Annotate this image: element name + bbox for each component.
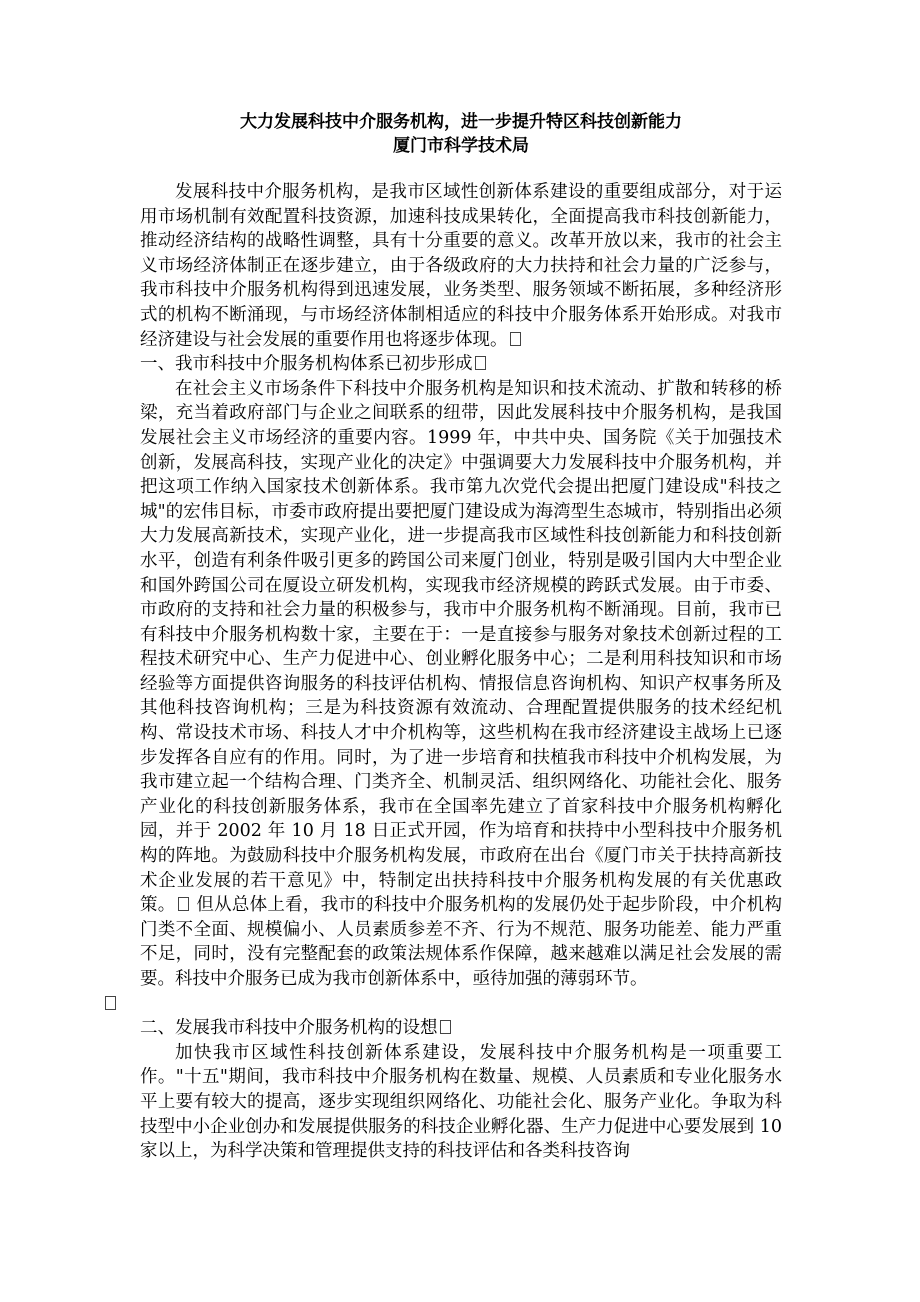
- placeholder-box-icon: [105, 996, 116, 1010]
- section-heading-2-text: 二、发展我市科技中介服务机构的设想: [140, 1018, 438, 1039]
- intro-paragraph-text: 发展科技中介服务机构，是我市区域性创新体系建设的重要组成部分，对于运用市场机制有效配置科技资源，加速科技成果转化，全面提高我市科技创新能力，推动经济结构的战略性调整，具有十分重要的意义。改革开放以来，我市的社会主义市场经济体制正在逐步建立，由于各级政府的大力扶持和社会力量的广泛参与，我市科技中介服务机构得到迅速发展，业务类型、服务领域不断拓展，多种经济形式的机构不断涌现，与市场经济体制相适应的科技中介服务体系开始形成。对我市经济建设与社会发展的重要作用也将逐步体现。: [140, 182, 782, 350]
- section-heading-1: [140, 352, 782, 377]
- section-1-paragraph: [140, 377, 782, 1016]
- placeholder-box-icon: [178, 897, 189, 911]
- placeholder-box-icon: [510, 332, 521, 346]
- placeholder-box-icon: [475, 356, 486, 370]
- placeholder-box-icon: [440, 1020, 451, 1034]
- section-1-paragraph-text: 在社会主义市场条件下科技中介服务机构是知识和技术流动、扩散和转移的桥梁，充当着政府部门与企业之间联系的纽带，因此发展科技中介服务机构，是我国发展社会主义市场经济的重要内容。1999 年，中共中央、国务院《关于加强技术创新，发展高科技，实现产业化的决定》中强调要大力发展科技中介服务机构，并把这项工作纳入国家技术创新体系。我市第九次党代会提出把厦门建设成"科技之城"的宏伟目标，市委市政府提出要把厦门建设成为海湾型生态城市，特别指出必须大力发展高新技术，实现产业化，进一步提高我市区域性科技创新能力和科技创新水平，创造有利条件吸引更多的跨国公司来厦门创业，特别是吸引国内大中型企业和国外跨国公司在厦设立研发机构，实现我市经济规模的跨跃式发展。由于市委、市政府的支持和社会力量的积极参与，我市中介服务机构不断涌现。目前，我市已有科技中介服务机构数十家，主要在于：一是直接参与服务对象技术创新过程的工程技术研究中心、生产力促进中心、创业孵化服务中心；二是利用科技知识和市场经验等方面提供咨询服务的科技评估机构、情报信息咨询机构、知识产权事务所及其他科技咨询机构；三是为科技资源有效流动、合理配置提供服务的技术经纪机构、常设技术市场、科技人才中介机构等，这些机构在我市经济建设主战场上已逐步发挥各自应有的作用。同时，为了进一步培育和扶植我市科技中介机构发展，为我市建立起一个结构合理、门类齐全、机制灵活、组织网络化、功能社会化、服务产业化的科技创新服务体系，我市在全国率先建立了首家科技中介服务机构孵化园，并于 2002 年 10 月 18 日正式开园，作为培育和扶持中小型科技中介服务机构的阵地。为鼓励科技中介服务机构发展，市政府在出台《厦门市关于扶持高新技术企业发展的若干意见》中，特制定出扶持科技中介服务机构发展的有关优惠政策。: [140, 378, 782, 916]
- document-author: 厦门市科学技术局: [393, 136, 529, 156]
- section-1-paragraph-text-2: 但从总体上看，我市的科技中介服务机构的发展仍处于起步阶段，中介机构门类不全面、规模偏小、人员素质参差不齐、行为不规范、服务功能差、能力严重不足，同时，没有完整配套的政策法规体系作保障，越来越难以满足社会发展的需要。科技中介服务已成为我市创新体系中，亟待加强的薄弱环节。: [140, 895, 782, 989]
- section-heading-2: [140, 1016, 782, 1041]
- section-2-paragraph: 加快我市区域性科技创新体系建设，发展科技中介服务机构是一项重要工作。"十五"期间，我市科技中介服务机构在数量、规模、人员素质和专业化服务水平上要有较大的提高，逐步实现组织网络化、功能社会化、服务产业化。争取为科技型中小企业创办和发展提供服务的科技企业孵化器、生产力促进中心要发展到 10 家以上，为科学决策和管理提供支持的科技评估和各类科技咨询: [140, 1042, 782, 1162]
- document-title: 大力发展科技中介服务机构，进一步提升特区科技创新能力: [240, 112, 682, 132]
- section-heading-1-text: 一、我市科技中介服务机构体系已初步形成: [140, 354, 473, 375]
- intro-paragraph: [140, 180, 782, 352]
- document-page: [140, 110, 782, 1164]
